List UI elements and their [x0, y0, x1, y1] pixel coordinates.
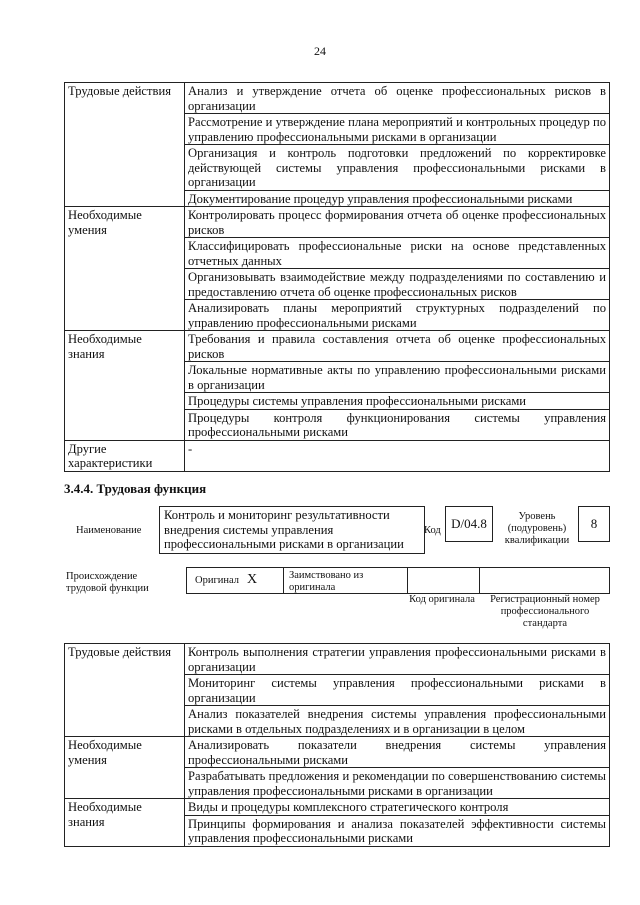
row-group-label: Необходимые умения	[65, 737, 185, 799]
row-item-text: Организация и контроль подготовки предложений по корректировке действующей системы управления профессиональными рисками в организации	[185, 145, 610, 191]
row-item-text: Контроль выполнения стратегии управления профессиональными рисками в организации	[185, 644, 610, 675]
code-label: Код	[424, 525, 441, 536]
row-item-text: Анализировать показатели внедрения системы управления профессиональными рисками	[185, 737, 610, 768]
row-item-text: -	[185, 440, 610, 471]
row-group-label: Необходимые умения	[65, 207, 185, 331]
page-number: 24	[314, 44, 326, 58]
table-row	[65, 737, 610, 768]
code-value: D/04.8	[451, 516, 487, 531]
row-item-text: Анализ и утверждение отчета об оценке профессиональных рисков в организации	[185, 83, 610, 114]
code-caption: Код оригинала	[409, 594, 475, 605]
row-item-text: Организовывать взаимодействие между подразделениями по составлению и предоставлению отчета об оценке профессиональных рисков	[185, 269, 610, 300]
row-item-text: Контролировать процесс формирования отчета об оценке профессиональных рисков	[185, 207, 610, 238]
table-row	[65, 207, 610, 238]
table-row	[65, 83, 610, 114]
origin-original-cell	[187, 568, 284, 593]
origin-code-cell	[407, 568, 480, 593]
row-item-text: Процедуры контроля функционирования системы управления профессиональными рисками	[185, 409, 610, 440]
row-item-text: Документирование процедур управления профессиональными рисками	[185, 190, 610, 207]
row-group-label: Необходимые знания	[65, 331, 185, 441]
row-item-text: Мониторинг системы управления профессиональными рисками в организации	[185, 675, 610, 706]
row-item-text: Локальные нормативные акты по управлению профессиональными рисками в организации	[185, 362, 610, 393]
row-group-label: Необходимые знания	[65, 799, 185, 847]
original-mark: X	[247, 572, 258, 587]
level-box	[578, 506, 610, 542]
reg-caption: Регистрационный номер профессионального стандарта	[490, 594, 600, 629]
origin-reg-cell	[479, 568, 609, 593]
level-label: Уровень (подуровень) квалификации	[504, 511, 570, 546]
origin-label: Происхождение трудовой функции	[66, 571, 149, 594]
requirements-table-bottom	[64, 643, 610, 847]
row-item-text: Анализировать планы мероприятий структурных подразделений по управлению профессиональными рисками	[185, 300, 610, 331]
origin-row	[186, 567, 610, 594]
origin-borrowed-cell	[283, 568, 408, 593]
row-item-text: Требования и правила составления отчета об оценке профессиональных рисков	[185, 331, 610, 362]
section-title: 3.4.4. Трудовая функция	[64, 481, 207, 496]
table-row	[65, 331, 610, 362]
row-group-label: Другие характеристики	[65, 440, 185, 471]
row-item-text: Разрабатывать предложения и рекомендации по совершенствованию системы управления профессиональными рисками в организации	[185, 768, 610, 799]
row-item-text: Процедуры системы управления профессиональными рисками	[185, 393, 610, 410]
table-row	[65, 440, 610, 471]
row-group-label: Трудовые действия	[65, 644, 185, 737]
table-row	[65, 644, 610, 675]
name-label: Наименование	[76, 525, 142, 536]
row-item-text: Виды и процедуры комплексного стратегического контроля	[185, 799, 610, 816]
function-name-box	[159, 506, 425, 554]
borrowed-label: Заимствовано из оригинала	[289, 570, 364, 593]
row-group-label: Трудовые действия	[65, 83, 185, 207]
row-item-text: Рассмотрение и утверждение плана мероприятий и контрольных процедур по управлению профессиональными рисками в организации	[185, 114, 610, 145]
code-box	[445, 506, 493, 542]
row-item-text: Принципы формирования и анализа показателей эффективности системы управления профессиональными рисками	[185, 815, 610, 846]
level-value: 8	[590, 516, 598, 531]
row-item-text: Анализ показателей внедрения системы управления профессиональными рисками в отдельных подразделениях и в организации в целом	[185, 706, 610, 737]
function-name-value: Контроль и мониторинг результативности внедрения системы управления профессиональными рисками в организации	[164, 508, 404, 551]
original-label: Оригинал	[195, 575, 239, 586]
table-row	[65, 799, 610, 816]
requirements-table-top	[64, 82, 610, 472]
row-item-text: Классифицировать профессиональные риски на основе представленных отчетных данных	[185, 238, 610, 269]
